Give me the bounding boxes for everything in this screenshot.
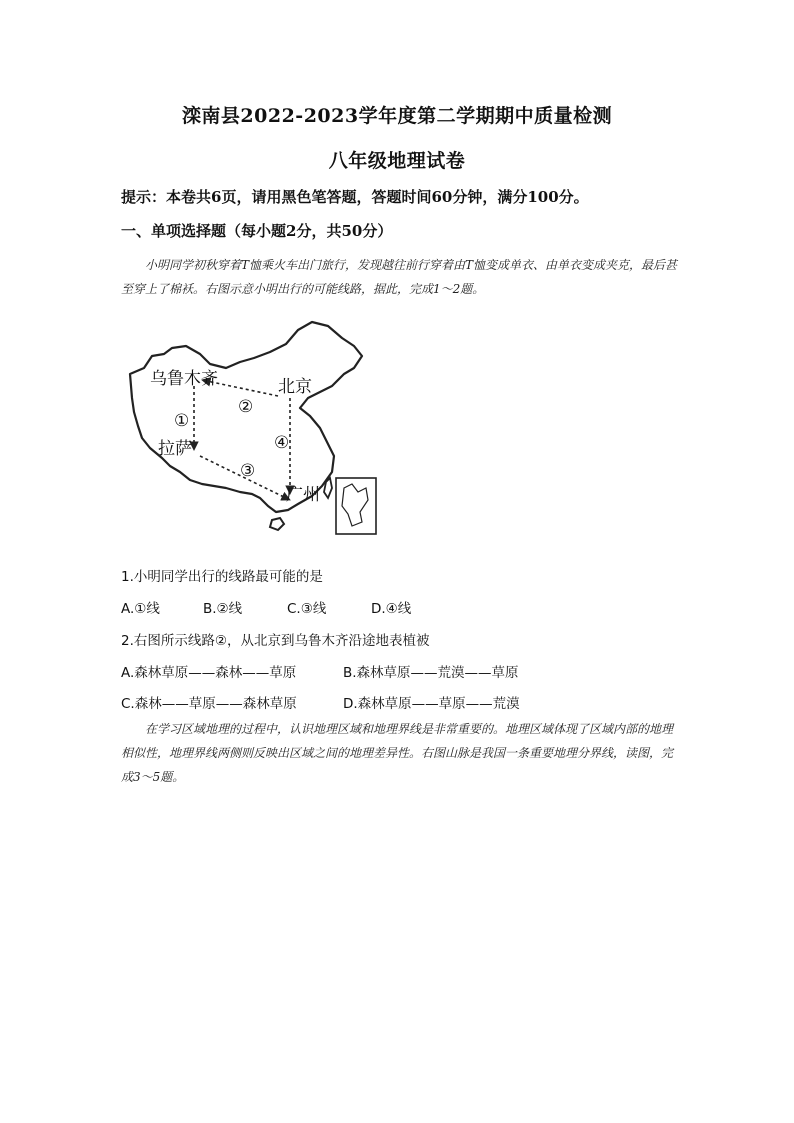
section-title: 一、单项选择题（每小题2分，共50分） [121,222,393,240]
label-beijing: 北京 [278,377,312,397]
q1-option-d[interactable]: D.④线 [371,601,412,617]
route-2-label: ② [238,397,254,417]
exam-tip: 提示：本卷共6页，请用黑色笔答题，答题时间60分钟，满分100分。 [121,188,589,206]
q1-option-a[interactable]: A.①线 [121,601,160,617]
question-2-stem: 2.右图所示线路②，从北京到乌鲁木齐沿途地表植被 [121,633,430,649]
q1-option-c[interactable]: C.③线 [287,601,327,617]
hainan-island [270,518,284,530]
label-lhasa: 拉萨 [158,439,192,459]
route-1-label: ① [174,411,190,431]
question-1-stem: 1.小明同学出行的线路最可能的是 [121,569,323,585]
q2-option-b[interactable]: B.森林草原——荒漠——草原 [343,665,519,681]
q2-option-d[interactable]: D.森林草原——草原——荒漠 [343,696,520,712]
route-3-label: ③ [240,461,256,481]
china-outline [130,322,362,512]
q2-option-a[interactable]: A.森林草原——森林——草原 [121,665,297,681]
label-urumqi: 乌鲁木齐 [150,369,218,389]
exam-title: 滦南县2022-2023学年度第二学期期中质量检测 [181,105,613,127]
exam-subtitle: 八年级地理试卷 [328,150,466,172]
q2-option-c[interactable]: C.森林——草原——森林草原 [121,696,297,712]
label-guangzhou: 广州 [286,485,320,505]
route-4-label: ④ [274,433,290,453]
passage-2: 在学习区域地理的过程中，认识地理区域和地理界线是非常重要的。地理区域体现了区域内部的地理相似性，地理界线两侧则反映出区域之间的地理差异性。右图山脉是我国一条重要地理分界线，读图，完成3～5题。 [121,722,674,784]
q1-option-b[interactable]: B.②线 [203,601,243,617]
china-route-map [122,316,384,538]
passage-1: 小明同学初秋穿着T恤乘火车出门旅行，发现越往前行穿着由T恤变成单衣、由单衣变成夹克，最后甚至穿上了棉袄。右图示意小明出行的可能线路，据此，完成1～2题。 [121,258,678,296]
